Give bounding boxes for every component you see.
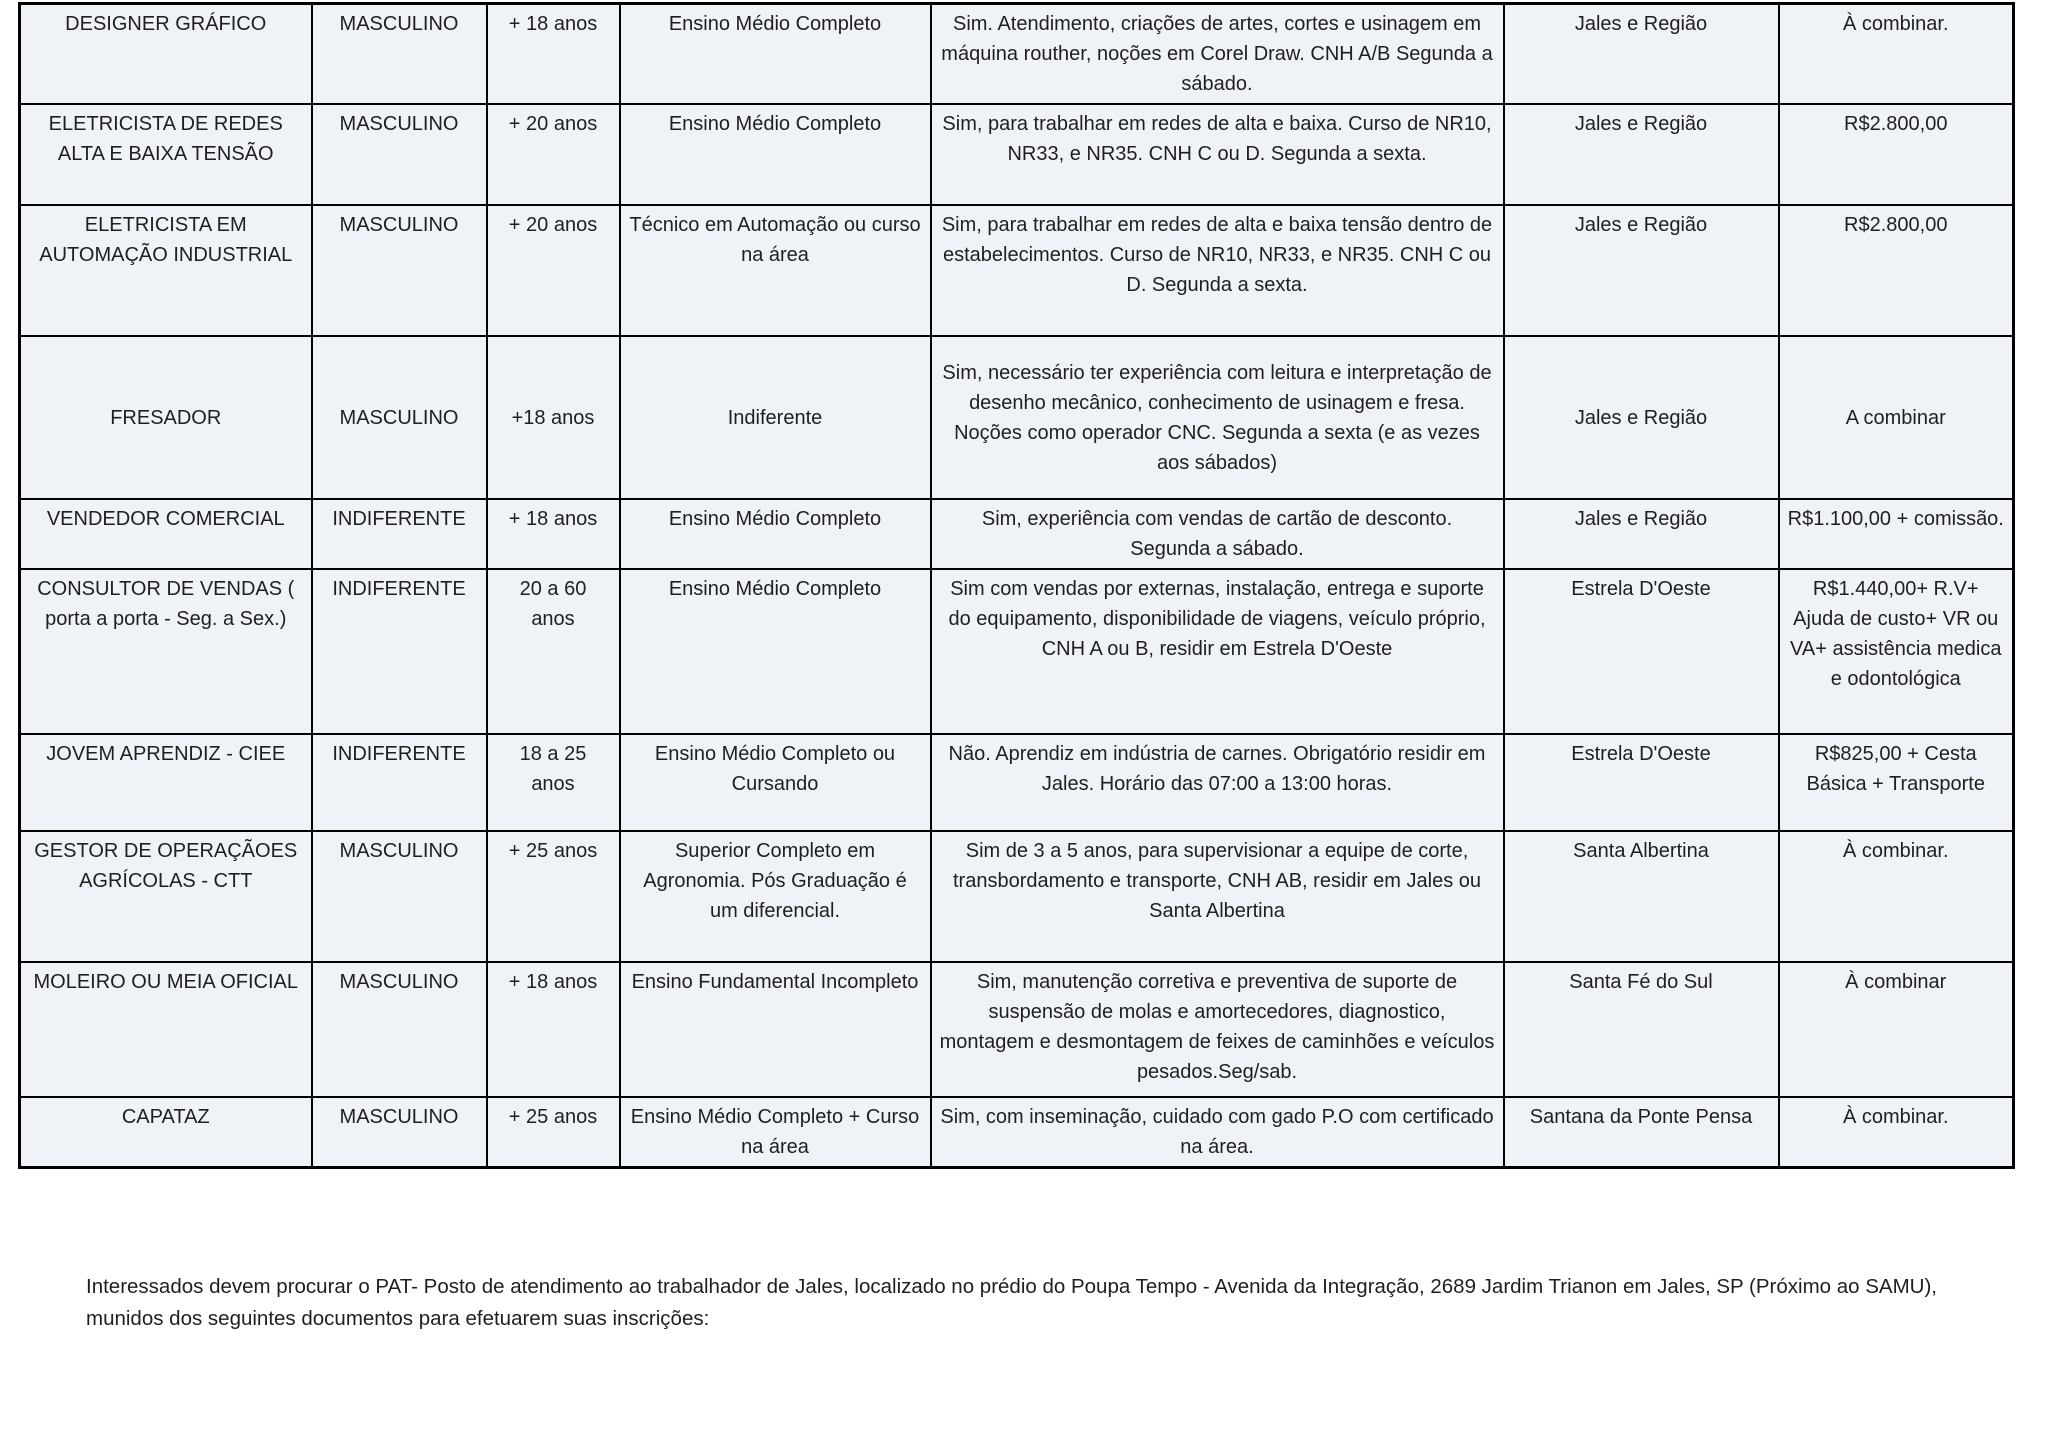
cell-location: Estrela D'Oeste xyxy=(1504,734,1779,831)
cell-age: + 18 anos xyxy=(487,4,620,105)
cell-position: ELETRICISTA EM AUTOMAÇÃO INDUSTRIAL xyxy=(20,205,312,336)
cell-location: Estrela D'Oeste xyxy=(1504,569,1779,734)
cell-age: + 25 anos xyxy=(487,831,620,962)
cell-gender: INDIFERENTE xyxy=(312,569,487,734)
cell-age: + 20 anos xyxy=(487,104,620,205)
footer-instructions: Interessados devem procurar o PAT- Posto de atendimento ao trabalhador de Jales, localizado no prédio do Poupa Tempo - Avenida da Integração, 2689 Jardim Trianon em Jales, SP (Próximo ao SAMU), munidos dos seguintes documentos para efetuarem suas inscrições: xyxy=(86,1275,1937,1330)
cell-location: Jales e Região xyxy=(1504,104,1779,205)
cell-education: Ensino Médio Completo xyxy=(620,104,931,205)
cell-location: Jales e Região xyxy=(1504,205,1779,336)
cell-salary: À combinar xyxy=(1779,962,2014,1097)
cell-age: +18 anos xyxy=(487,336,620,499)
table-row xyxy=(20,734,2014,831)
table-row xyxy=(20,831,2014,962)
cell-age: + 18 anos xyxy=(487,962,620,1097)
cell-position: FRESADOR xyxy=(20,336,312,499)
cell-gender: MASCULINO xyxy=(312,4,487,105)
jobs-table-body xyxy=(20,4,2014,1168)
cell-salary: À combinar. xyxy=(1779,831,2014,962)
table-row xyxy=(20,499,2014,569)
cell-location: Jales e Região xyxy=(1504,336,1779,499)
cell-experience: Sim, com inseminação, cuidado com gado P.O com certificado na área. xyxy=(931,1097,1504,1168)
cell-position: JOVEM APRENDIZ - CIEE xyxy=(20,734,312,831)
cell-position: ELETRICISTA DE REDES ALTA E BAIXA TENSÃO xyxy=(20,104,312,205)
cell-age: + 25 anos xyxy=(487,1097,620,1168)
cell-education: Ensino Médio Completo xyxy=(620,499,931,569)
cell-location: Santana da Ponte Pensa xyxy=(1504,1097,1779,1168)
cell-experience: Não. Aprendiz em indústria de carnes. Obrigatório residir em Jales. Horário das 07:00 a 13:00 horas. xyxy=(931,734,1504,831)
cell-salary: R$1.440,00+ R.V+ Ajuda de custo+ VR ou VA+ assistência medica e odontológica xyxy=(1779,569,2014,734)
cell-education: Ensino Médio Completo + Curso na área xyxy=(620,1097,931,1168)
cell-education: Ensino Médio Completo xyxy=(620,4,931,105)
cell-experience: Sim. Atendimento, criações de artes, cortes e usinagem em máquina routher, noções em Corel Draw. CNH A/B Segunda a sábado. xyxy=(931,4,1504,105)
cell-education: Técnico em Automação ou curso na área xyxy=(620,205,931,336)
table-row xyxy=(20,4,2014,105)
cell-age: 20 a 60 anos xyxy=(487,569,620,734)
cell-salary: R$1.100,00 + comissão. xyxy=(1779,499,2014,569)
cell-position: DESIGNER GRÁFICO xyxy=(20,4,312,105)
cell-position: CONSULTOR DE VENDAS ( porta a porta - Seg. a Sex.) xyxy=(20,569,312,734)
cell-education: Ensino Médio Completo ou Cursando xyxy=(620,734,931,831)
cell-gender: MASCULINO xyxy=(312,962,487,1097)
cell-location: Jales e Região xyxy=(1504,4,1779,105)
table-row xyxy=(20,1097,2014,1168)
cell-gender: MASCULINO xyxy=(312,1097,487,1168)
cell-education: Ensino Fundamental Incompleto xyxy=(620,962,931,1097)
cell-experience: Sim com vendas por externas, instalação, entrega e suporte do equipamento, disponibilidade de viagens, veículo próprio, CNH A ou B, residir em Estrela D'Oeste xyxy=(931,569,1504,734)
cell-age: + 18 anos xyxy=(487,499,620,569)
cell-salary: A combinar xyxy=(1779,336,2014,499)
cell-gender: MASCULINO xyxy=(312,336,487,499)
cell-salary: R$2.800,00 xyxy=(1779,205,2014,336)
table-row xyxy=(20,962,2014,1097)
table-row xyxy=(20,205,2014,336)
cell-position: CAPATAZ xyxy=(20,1097,312,1168)
cell-position: VENDEDOR COMERCIAL xyxy=(20,499,312,569)
cell-experience: Sim, para trabalhar em redes de alta e baixa tensão dentro de estabelecimentos. Curso de NR10, NR33, e NR35. CNH C ou D. Segunda a sexta. xyxy=(931,205,1504,336)
table-row xyxy=(20,336,2014,499)
cell-age: + 20 anos xyxy=(487,205,620,336)
cell-salary: À combinar. xyxy=(1779,1097,2014,1168)
cell-position: GESTOR DE OPERAÇÃOES AGRÍCOLAS - CTT xyxy=(20,831,312,962)
cell-education: Ensino Médio Completo xyxy=(620,569,931,734)
cell-location: Santa Fé do Sul xyxy=(1504,962,1779,1097)
cell-experience: Sim, necessário ter experiência com leitura e interpretação de desenho mecânico, conhecimento de usinagem e fresa. Noções como operador CNC. Segunda a sexta (e as vezes aos sábados) xyxy=(931,336,1504,499)
cell-gender: MASCULINO xyxy=(312,831,487,962)
table-row xyxy=(20,104,2014,205)
cell-experience: Sim, manutenção corretiva e preventiva de suporte de suspensão de molas e amortecedores, diagnostico, montagem e desmontagem de feixes de caminhões e veículos pesados.Seg/sab. xyxy=(931,962,1504,1097)
cell-education: Superior Completo em Agronomia. Pós Graduação é um diferencial. xyxy=(620,831,931,962)
cell-experience: Sim de 3 a 5 anos, para supervisionar a equipe de corte, transbordamento e transporte, CNH AB, residir em Jales ou Santa Albertina xyxy=(931,831,1504,962)
cell-experience: Sim, experiência com vendas de cartão de desconto. Segunda a sábado. xyxy=(931,499,1504,569)
jobs-table xyxy=(18,2,2015,1169)
cell-location: Jales e Região xyxy=(1504,499,1779,569)
cell-salary: R$825,00 + Cesta Básica + Transporte xyxy=(1779,734,2014,831)
cell-education: Indiferente xyxy=(620,336,931,499)
cell-gender: MASCULINO xyxy=(312,205,487,336)
cell-position: MOLEIRO OU MEIA OFICIAL xyxy=(20,962,312,1097)
cell-salary: R$2.800,00 xyxy=(1779,104,2014,205)
cell-salary: À combinar. xyxy=(1779,4,2014,105)
cell-gender: INDIFERENTE xyxy=(312,734,487,831)
cell-gender: INDIFERENTE xyxy=(312,499,487,569)
table-row xyxy=(20,569,2014,734)
cell-gender: MASCULINO xyxy=(312,104,487,205)
cell-experience: Sim, para trabalhar em redes de alta e baixa. Curso de NR10, NR33, e NR35. CNH C ou D. Segunda a sexta. xyxy=(931,104,1504,205)
cell-location: Santa Albertina xyxy=(1504,831,1779,962)
cell-age: 18 a 25 anos xyxy=(487,734,620,831)
